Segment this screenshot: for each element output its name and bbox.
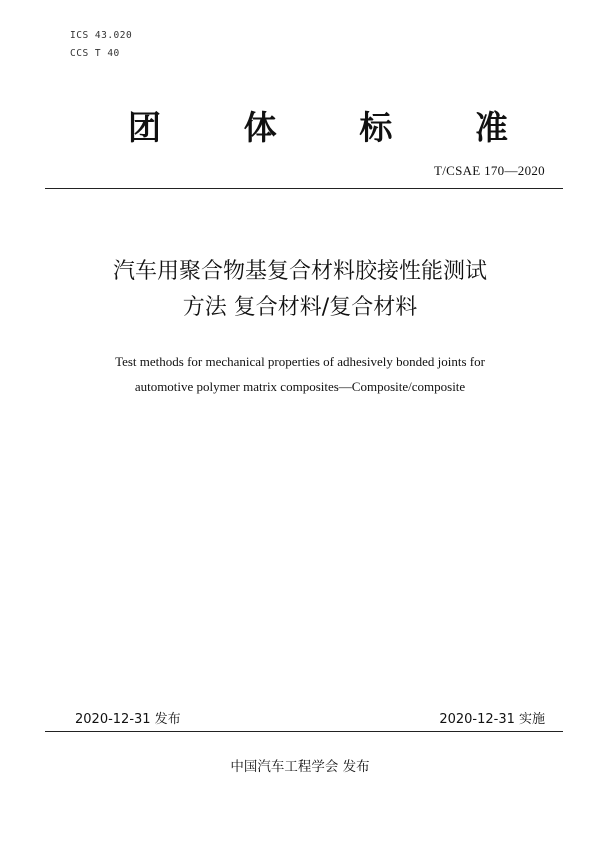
ccs-code: CCS T 40 [70, 48, 120, 59]
english-title [0, 349, 600, 399]
document-type-char: 团 [128, 108, 161, 147]
publisher: 中国汽车工程学会 发布 [230, 759, 370, 775]
document-type-char: 准 [474, 108, 508, 147]
english-title-line-1: Test methods for mechanical properties of adhesively bonded joints for [115, 354, 485, 369]
implementation-date: 2020-12-31 实施 [439, 712, 545, 727]
document-type-char: 标 [359, 108, 393, 147]
ics-code: ICS 43.020 [70, 30, 133, 41]
document-type-heading [128, 108, 508, 148]
chinese-title-line-1: 汽车用聚合物基复合材料胶接性能测试 [112, 259, 487, 284]
chinese-title [0, 254, 600, 326]
english-title-line-2: automotive polymer matrix composites—Composite/composite [134, 379, 466, 394]
document-type-char: 体 [243, 108, 277, 147]
top-divider [45, 188, 563, 189]
chinese-title-line-2: 方法 复合材料/复合材料 [182, 295, 418, 320]
classification-codes [70, 27, 132, 63]
bottom-divider [45, 731, 563, 732]
issue-date: 2020-12-31 发布 [75, 712, 181, 727]
standard-number: T/CSAE 170—2020 [433, 163, 545, 178]
